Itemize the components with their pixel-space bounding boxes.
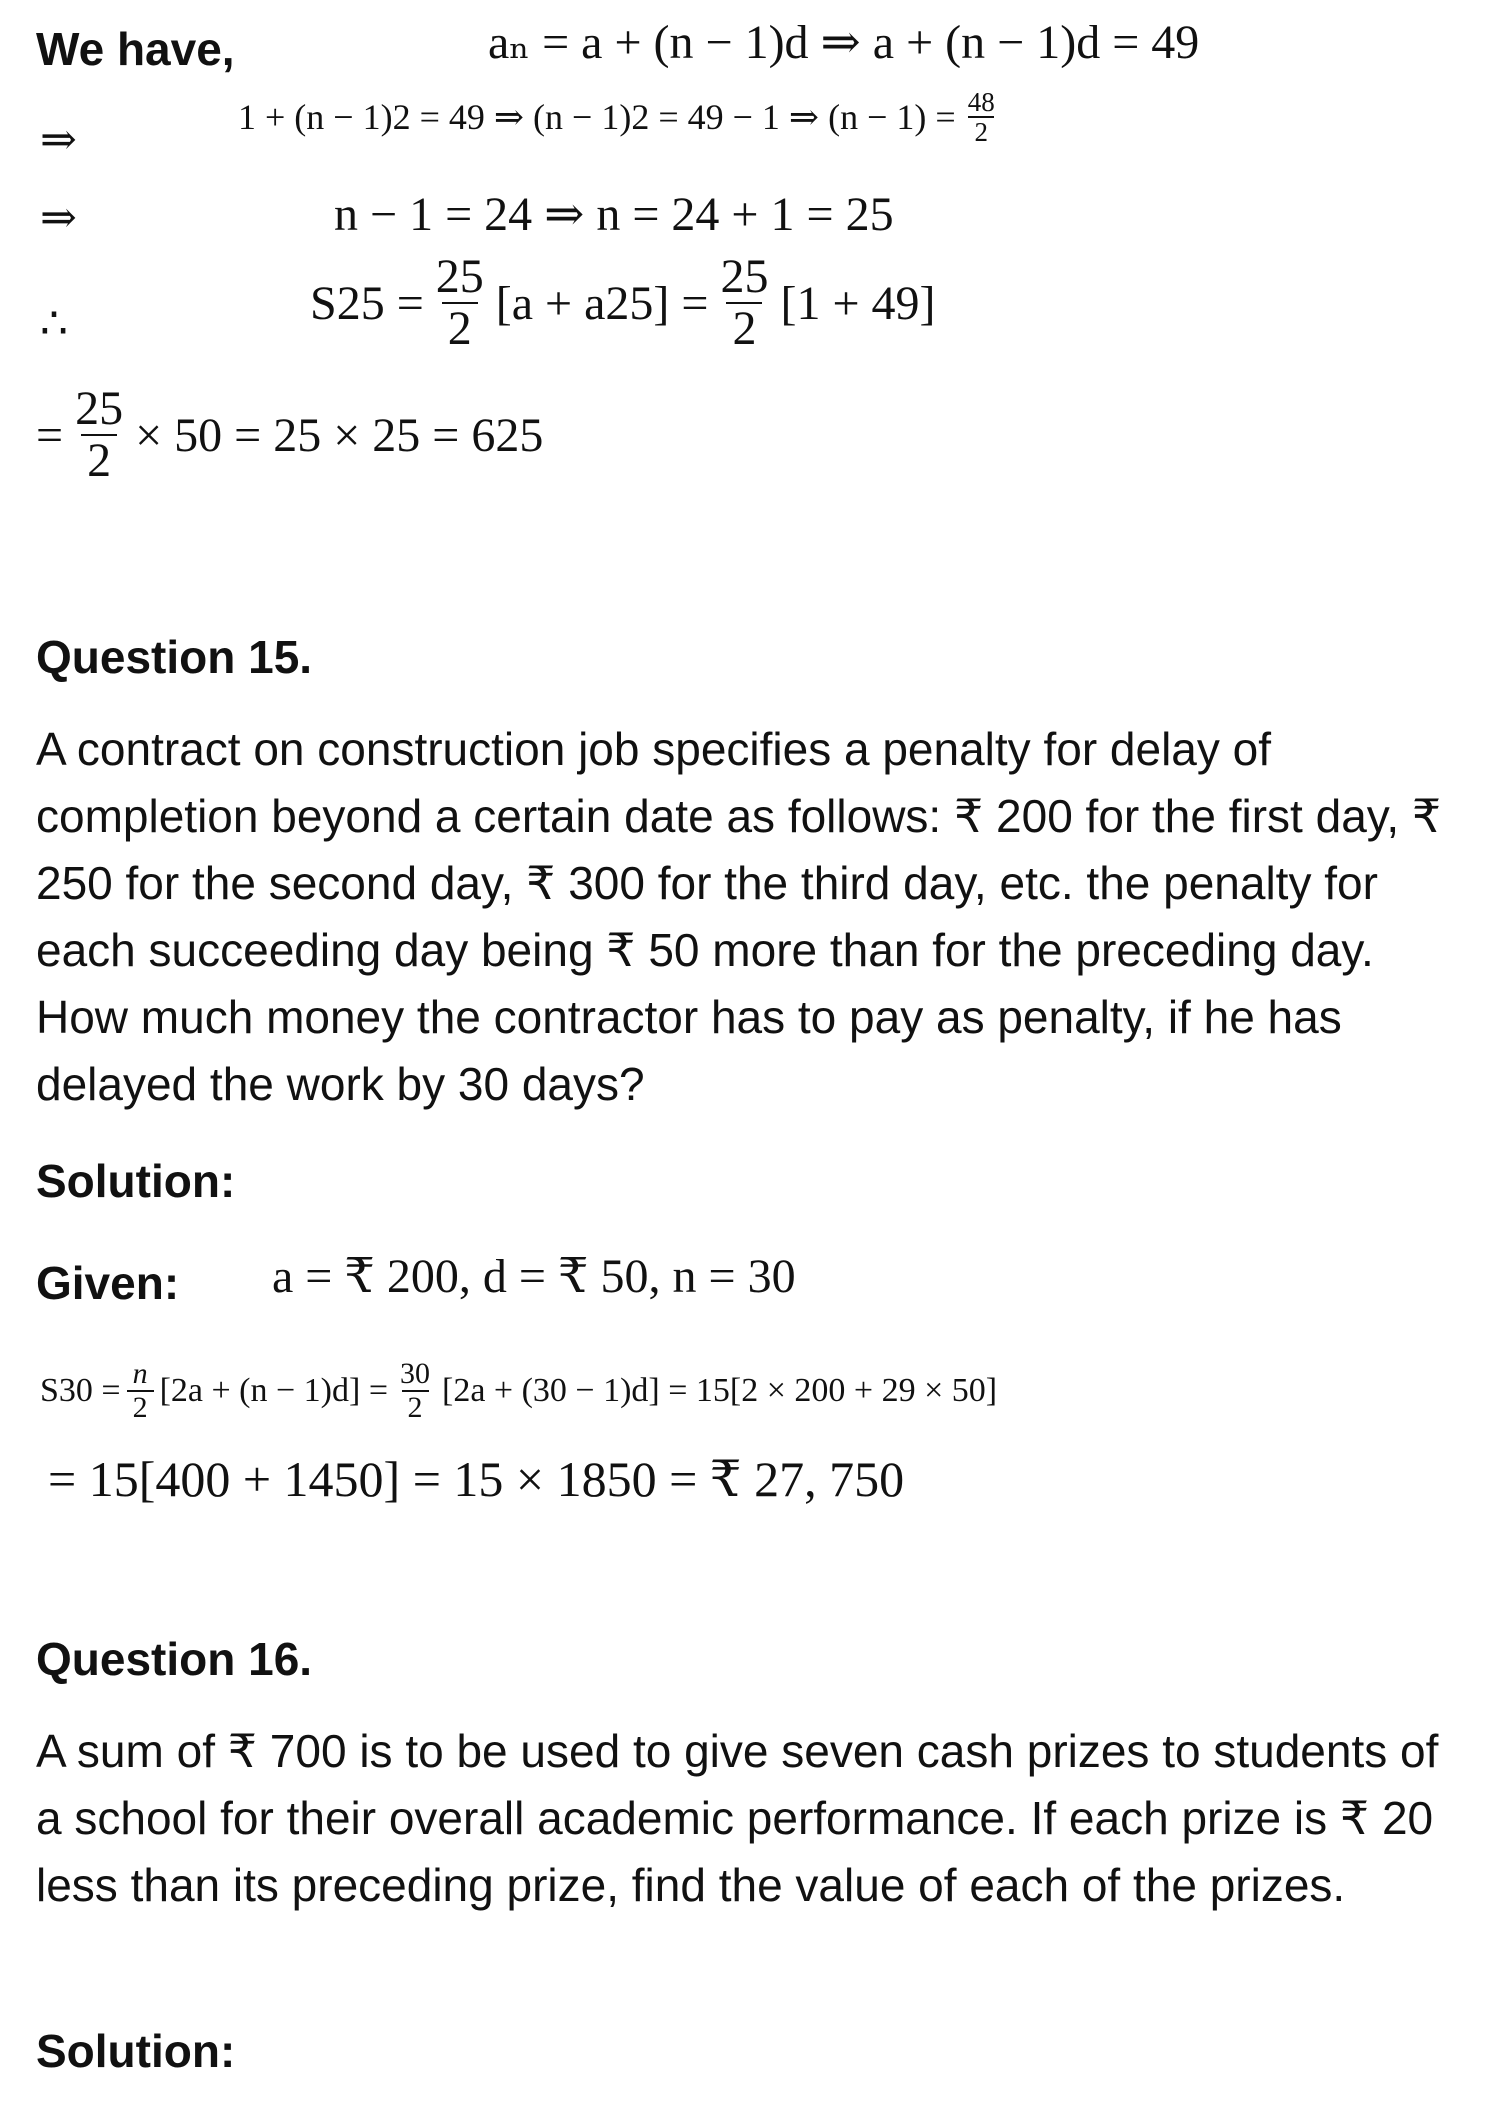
fraction-denominator: 2 bbox=[442, 302, 478, 354]
fraction-numerator: n bbox=[132, 1357, 148, 1390]
fraction-25-over-2 bbox=[430, 252, 490, 355]
eq-s30-end: [2a + (30 − 1)d] = 15[2 × 200 + 29 × 50] bbox=[442, 1371, 998, 1409]
eq-s25 bbox=[310, 252, 936, 355]
eq-n-value: n − 1 = 24 ⇒ n = 24 + 1 = 25 bbox=[334, 188, 894, 241]
eq-s30 bbox=[40, 1358, 997, 1423]
fraction-25-over-2 bbox=[714, 252, 774, 355]
question-15-heading: Question 15. bbox=[36, 631, 313, 683]
fraction-denominator: 2 bbox=[968, 116, 994, 146]
question-16-heading: Question 16. bbox=[36, 1633, 313, 1685]
eq-s25-lhs: S25 = bbox=[310, 276, 424, 330]
fraction-denominator: 2 bbox=[402, 1390, 429, 1424]
given-values: a = ₹ 200, d = ₹ 50, n = 30 bbox=[272, 1250, 796, 1303]
question-15-text: A contract on construction job specifies a penalty for delay of completion beyond a certain date as follows: ₹ 200 for the first day, ₹ 250 for the second day, ₹ 300 for the third day, etc. the penalty for each succeeding day being ₹ 50 more than for the preceding day. How much money the contractor has to pay as penalty, if he has delayed the work by 30 days? bbox=[36, 723, 1442, 1110]
question-16-text: A sum of ₹ 700 is to be used to give seven cash prizes to students of a school for their overall academic performance. If each prize is ₹ 20 less than its preceding prize, find the value of each of the prizes. bbox=[36, 1725, 1439, 1911]
eq-s30-lhs: S30 = bbox=[40, 1371, 121, 1409]
eq-s30-result: = 15[400 + 1450] = 15 × 1850 = ₹ 27, 750 bbox=[48, 1451, 905, 1507]
eq-s25-mid: [a + a25] = bbox=[495, 276, 709, 330]
fraction-numerator: 25 bbox=[435, 250, 484, 303]
given-label: Given: bbox=[36, 1257, 180, 1309]
fraction-denominator: 2 bbox=[127, 1390, 154, 1424]
fraction-25-over-2 bbox=[69, 384, 129, 487]
fraction-numerator: 25 bbox=[720, 250, 769, 303]
we-have-label: We have, bbox=[36, 23, 235, 75]
therefore-symbol: ∴ bbox=[40, 299, 68, 348]
eq-s25-result bbox=[36, 384, 543, 487]
fraction-numerator: 30 bbox=[400, 1357, 430, 1390]
question-15-solution-label: Solution: bbox=[36, 1155, 236, 1207]
eq-s30-mid: [2a + (n − 1)d] = bbox=[159, 1371, 388, 1409]
fraction-numerator: 48 bbox=[967, 87, 995, 117]
fraction-48-over-2 bbox=[962, 88, 1001, 147]
equals-sign: = bbox=[36, 408, 64, 462]
eq-general-term: aₙ = a + (n − 1)d ⇒ a + (n − 1)d = 49 bbox=[488, 16, 1200, 69]
fraction-n-over-2 bbox=[127, 1358, 154, 1423]
eq-solve-n-left: 1 + (n − 1)2 = 49 ⇒ (n − 1)2 = 49 − 1 ⇒ (n − 1) = bbox=[238, 97, 956, 138]
eq-solve-n bbox=[238, 88, 1007, 147]
fraction-30-over-2 bbox=[394, 1358, 436, 1423]
implies-symbol-1: ⇒ bbox=[40, 115, 77, 164]
fraction-denominator: 2 bbox=[81, 434, 117, 486]
question-16-solution-label: Solution: bbox=[36, 2025, 236, 2077]
eq-s25-result-rest: × 50 = 25 × 25 = 625 bbox=[135, 408, 544, 462]
fraction-denominator: 2 bbox=[726, 302, 762, 354]
eq-s25-end: [1 + 49] bbox=[780, 276, 936, 330]
fraction-numerator: 25 bbox=[75, 382, 124, 435]
implies-symbol-2: ⇒ bbox=[40, 193, 77, 242]
